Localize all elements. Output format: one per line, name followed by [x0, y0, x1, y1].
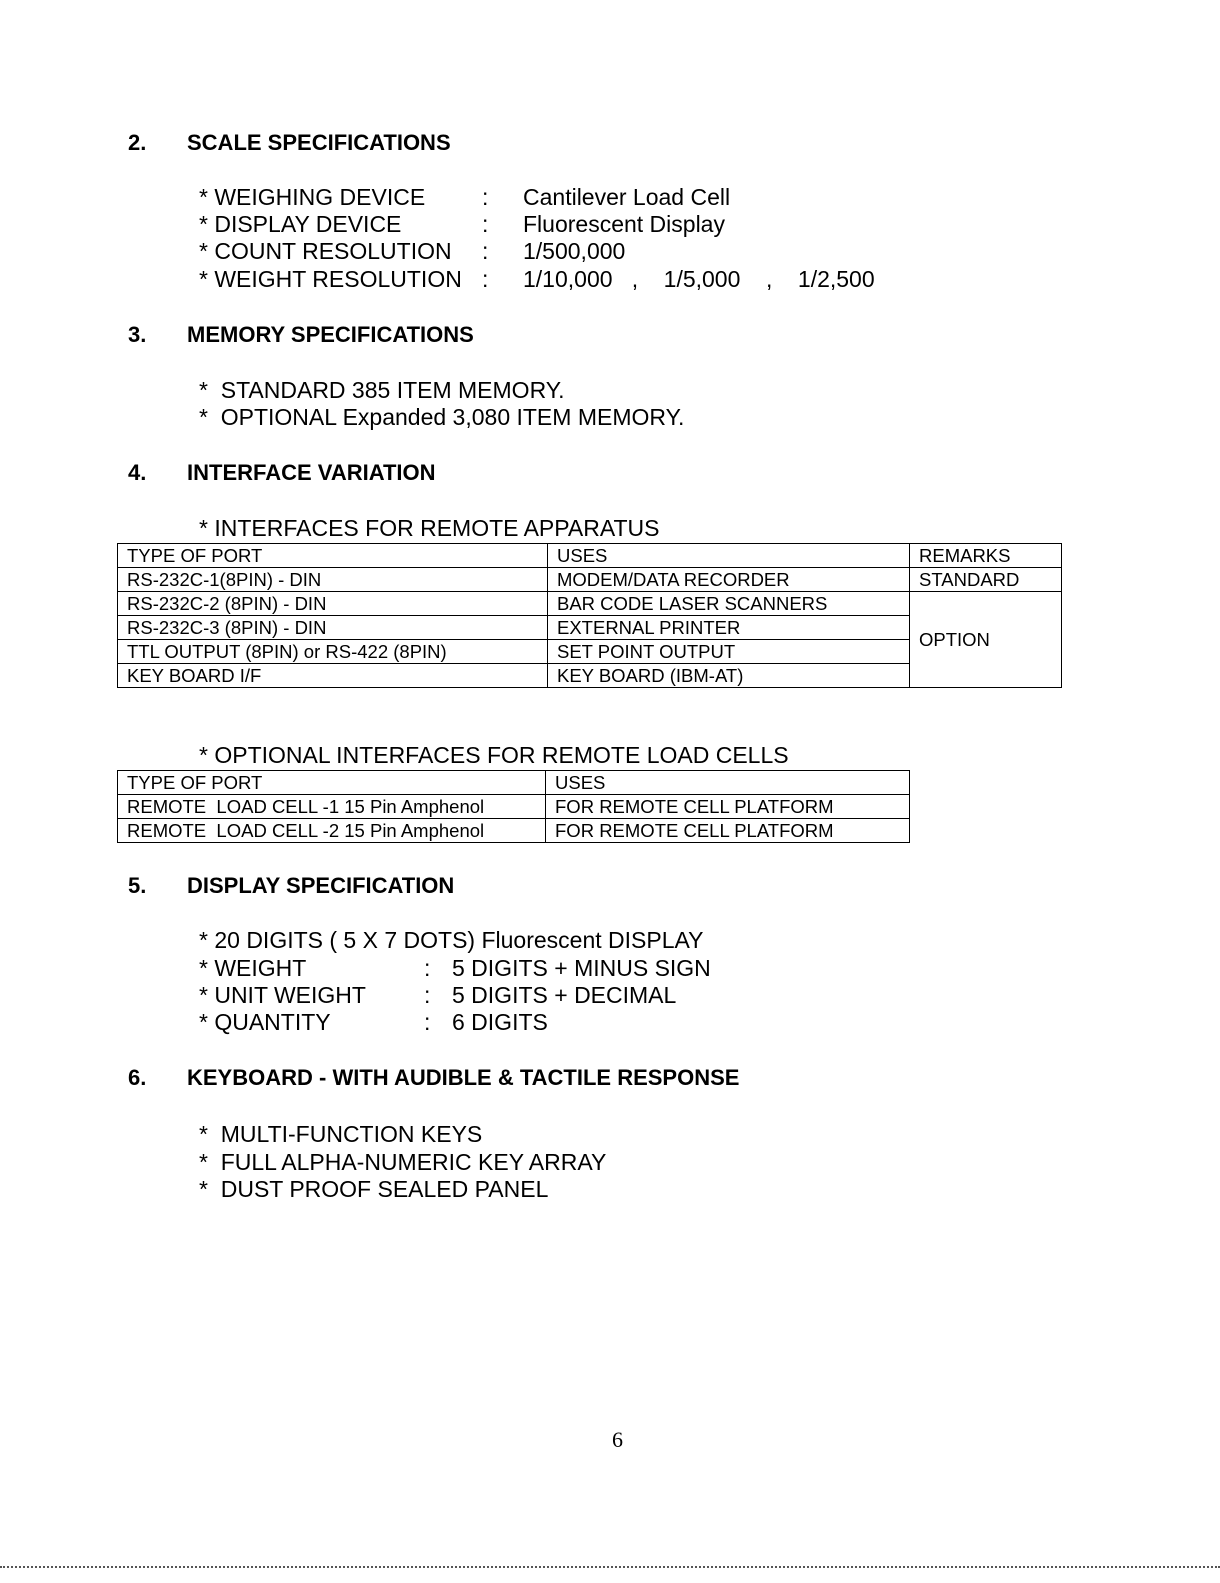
table-header-cell: TYPE OF PORT: [118, 771, 546, 795]
section-heading-memory: [128, 322, 728, 348]
spec-separator: :: [482, 238, 489, 264]
spec-value: 5 DIGITS + MINUS SIGN: [452, 955, 711, 981]
table-caption: * OPTIONAL INTERFACES FOR REMOTE LOAD CELLS: [199, 742, 789, 768]
spec-value: 5 DIGITS + DECIMAL: [452, 982, 677, 1008]
spec-value: Cantilever Load Cell: [523, 184, 731, 210]
table-row: [118, 795, 910, 819]
section-title: INTERFACE VARIATION: [187, 460, 436, 485]
section-number: 5.: [128, 873, 147, 898]
section-heading-keyboard: [128, 1065, 928, 1091]
table-header-row: [118, 544, 1062, 568]
spec-separator: :: [424, 1009, 431, 1035]
spec-separator: :: [482, 184, 489, 210]
table-cell: KEY BOARD I/F: [118, 664, 548, 688]
section-heading-display: [128, 873, 728, 899]
bottom-divider: [0, 1566, 1220, 1568]
section-title: SCALE SPECIFICATIONS: [187, 130, 451, 155]
section-title: MEMORY SPECIFICATIONS: [187, 322, 474, 347]
table-row: [118, 592, 1062, 616]
table-caption: * INTERFACES FOR REMOTE APPARATUS: [199, 515, 660, 541]
spec-value: Fluorescent Display: [523, 211, 725, 237]
list-item: * FULL ALPHA-NUMERIC KEY ARRAY: [199, 1149, 607, 1175]
table-header-cell: USES: [548, 544, 910, 568]
section-number: 3.: [128, 322, 147, 347]
section-title: DISPLAY SPECIFICATION: [187, 873, 455, 898]
table-cell: FOR REMOTE CELL PLATFORM: [546, 819, 910, 843]
table-header-cell: REMARKS: [910, 544, 1062, 568]
spec-separator: :: [482, 266, 489, 292]
list-item: * OPTIONAL Expanded 3,080 ITEM MEMORY.: [199, 404, 685, 430]
display-intro: * 20 DIGITS ( 5 X 7 DOTS) Fluorescent DISPLAY: [199, 927, 704, 953]
table-cell-remarks: OPTION: [910, 592, 1062, 688]
table-cell: SET POINT OUTPUT: [548, 640, 910, 664]
spec-label: * WEIGHT: [199, 955, 307, 981]
table-cell: REMOTE LOAD CELL -2 15 Pin Amphenol: [118, 819, 546, 843]
remote-load-cells-table: [117, 770, 910, 843]
list-item: * DUST PROOF SEALED PANEL: [199, 1176, 549, 1202]
section-heading-interface: [128, 460, 728, 486]
section-title: KEYBOARD - WITH AUDIBLE & TACTILE RESPONSE: [187, 1065, 740, 1090]
spec-value: 1/500,000: [523, 238, 626, 264]
spec-value: 1/10,000 , 1/5,000 , 1/2,500: [523, 266, 875, 292]
table-cell: KEY BOARD (IBM-AT): [548, 664, 910, 688]
table-cell: TTL OUTPUT (8PIN) or RS-422 (8PIN): [118, 640, 548, 664]
spec-label: * COUNT RESOLUTION: [199, 238, 452, 264]
spec-label: * WEIGHING DEVICE: [199, 184, 426, 210]
table-cell: REMOTE LOAD CELL -1 15 Pin Amphenol: [118, 795, 546, 819]
table-cell: STANDARD: [910, 568, 1062, 592]
table-cell: FOR REMOTE CELL PLATFORM: [546, 795, 910, 819]
spec-label: * DISPLAY DEVICE: [199, 211, 402, 237]
spec-value: 6 DIGITS: [452, 1009, 548, 1035]
page-number: 6: [612, 1427, 623, 1452]
section-number: 4.: [128, 460, 147, 485]
spec-separator: :: [424, 955, 431, 981]
table-cell: MODEM/DATA RECORDER: [548, 568, 910, 592]
spec-label: * UNIT WEIGHT: [199, 982, 366, 1008]
spec-separator: :: [482, 211, 489, 237]
table-header-cell: TYPE OF PORT: [118, 544, 548, 568]
table-header-row: [118, 771, 910, 795]
table-header-cell: USES: [546, 771, 910, 795]
spec-label: * WEIGHT RESOLUTION: [199, 266, 462, 292]
section-number: 2.: [128, 130, 147, 155]
table-row: [118, 568, 1062, 592]
table-cell: RS-232C-2 (8PIN) - DIN: [118, 592, 548, 616]
section-heading-scale: [128, 130, 728, 156]
list-item: * MULTI-FUNCTION KEYS: [199, 1121, 483, 1147]
table-cell: RS-232C-3 (8PIN) - DIN: [118, 616, 548, 640]
table-cell: EXTERNAL PRINTER: [548, 616, 910, 640]
table-cell: RS-232C-1(8PIN) - DIN: [118, 568, 548, 592]
spec-label: * QUANTITY: [199, 1009, 331, 1035]
section-number: 6.: [128, 1065, 147, 1090]
spec-separator: :: [424, 982, 431, 1008]
table-cell: BAR CODE LASER SCANNERS: [548, 592, 910, 616]
list-item: * STANDARD 385 ITEM MEMORY.: [199, 377, 565, 403]
remote-apparatus-table: [117, 543, 1062, 688]
table-row: [118, 819, 910, 843]
